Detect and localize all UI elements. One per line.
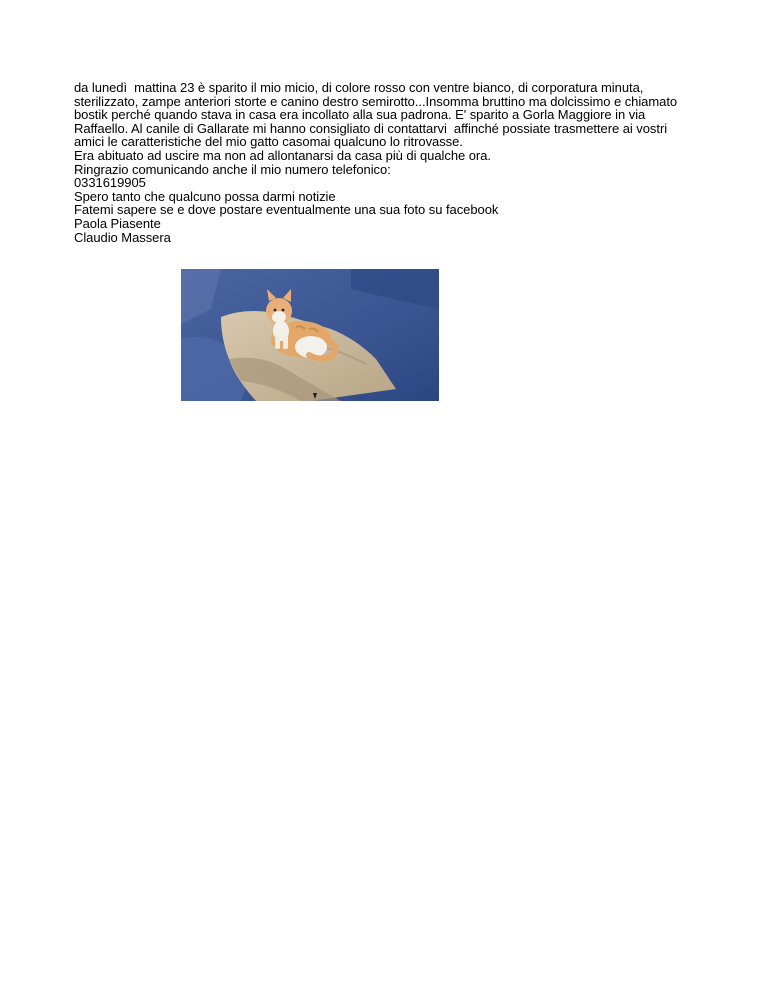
signature-name: Paola Piasente	[74, 215, 161, 231]
text-line: bostik perché quando stava in casa era incollato alla sua padrona. E' sparito a Gorla Maggiore in via	[74, 107, 646, 123]
text-line: Era abituato ad uscire ma non ad allontanarsi da casa più di qualche ora.	[74, 147, 491, 163]
text-line: Raffaello. Al canile di Gallarate mi hanno consigliato di contattarvi affinché possiate trasmettere ai vostri	[74, 120, 668, 136]
phone-number: 0331619905	[74, 175, 146, 191]
text-line: Fatemi sapere se e dove postare eventualmente una sua foto su facebook	[74, 202, 499, 218]
text-line: sterilizzato, zampe anteriori storte e canino destro semirotto...Insomma bruttino ma dolcissimo e chiamato	[74, 93, 678, 109]
text-line: da lunedì mattina 23 è sparito il mio micio, di colore rosso con ventre bianco, di corporatura minuta,	[74, 80, 644, 95]
text-line: amici le caratteristiche del mio gatto casomai qualcuno lo ritrovasse.	[74, 134, 463, 150]
letter-text	[74, 81, 694, 244]
signature-name: Claudio Massera	[74, 229, 171, 245]
cat-photo	[181, 269, 439, 401]
text-line: Spero tanto che qualcuno possa darmi notizie	[74, 188, 336, 204]
text-line: Ringrazio comunicando anche il mio numero telefonico:	[74, 161, 391, 177]
